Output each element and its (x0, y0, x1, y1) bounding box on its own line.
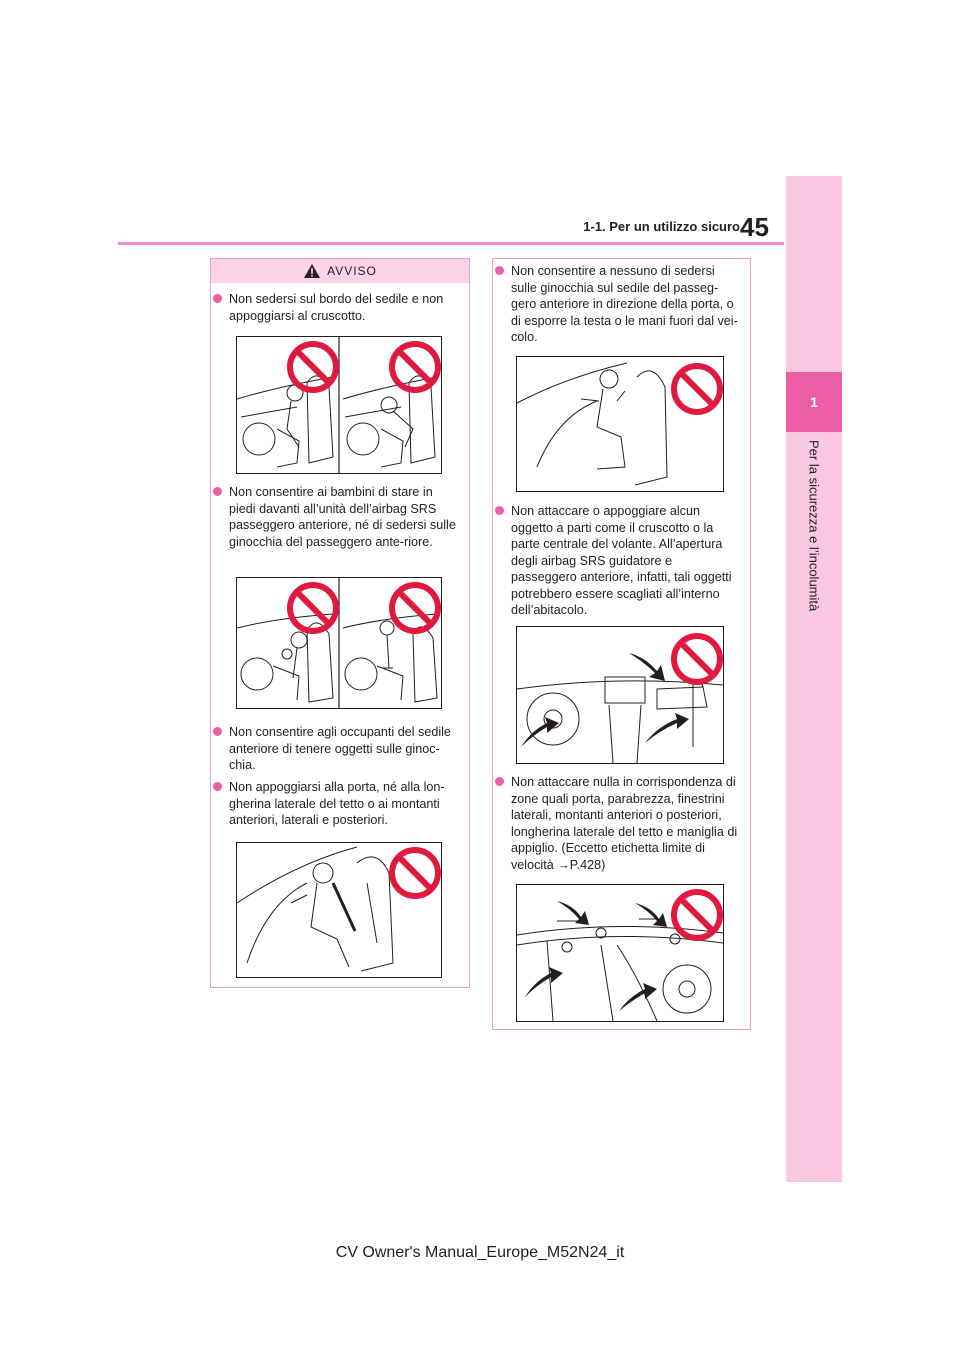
bullet-icon (213, 782, 222, 791)
bullet-icon (495, 266, 504, 275)
warning-item (495, 263, 740, 347)
warning-triangle-icon (303, 263, 321, 279)
bullet-icon (495, 777, 504, 786)
prohibition-icon (290, 344, 336, 390)
warning-item-text: Non consentire ai bambini di stare in piedi davanti all’unità dell’airbag SRS passeggero anteriore, né di sedersi sulle ginocchia del passeggero ante-riore. (229, 485, 456, 549)
illustration-seat-edge (236, 336, 442, 474)
warning-item (213, 779, 458, 829)
warning-header (211, 259, 469, 283)
prohibition-icon (392, 585, 438, 631)
bullet-icon (213, 487, 222, 496)
warning-item (495, 774, 740, 876)
bullet-icon (495, 506, 504, 515)
warning-item-text: Non attaccare nulla in corrispondenza di zone quali porta, parabrezza, finestrini laterali, montanti anteriori o posteriori, longherina laterale del tetto e maniglia di appiglio. (Eccetto etichetta limite di velocità →P.428) (511, 775, 738, 872)
manual-id-footer: CV Owner's Manual_Europe_M52N24_it (335, 1244, 625, 1261)
header-rule (118, 242, 784, 245)
chapter-number: 1 (786, 372, 842, 432)
warning-item-text: Non appoggiarsi alla porta, né alla lon-gherina laterale del tetto o ai montanti anteriori, laterali e posteriori. (229, 780, 445, 827)
warning-title: AVVISO (327, 264, 377, 278)
warning-item-text: Non attaccare o appoggiare alcun oggetto a parti come il cruscotto o la parte centrale del volante. All’apertura degli airbag SRS guidatore e passeggero anteriore, infatti, tali oggetti potrebbero essere scagliati all’interno dell’abitacolo. (511, 504, 732, 617)
prohibition-icon (674, 892, 720, 938)
prohibition-icon (674, 636, 720, 682)
illustration-kneeling-passenger (516, 356, 724, 492)
warning-item (213, 724, 458, 774)
illustration-door-lean (236, 842, 442, 978)
prohibition-icon (392, 344, 438, 390)
section-title: 1-1. Per un utilizzo sicuro (583, 219, 740, 234)
warning-item-text: Non consentire a nessuno di sedersi sulle ginocchia sul sedile del passeg-gero anteriore in direzione della porta, o di esporre la testa o le mani fuori dal vei-colo. (511, 264, 738, 344)
warning-item-text: Non sedersi sul bordo del sedile e non appoggiarsi al cruscotto. (229, 292, 444, 323)
illustration-child-airbag (236, 577, 442, 709)
illustration-dashboard-objects (516, 626, 724, 764)
page-number: 45 (740, 212, 769, 242)
warning-item (213, 484, 458, 568)
warning-item-text: Non consentire agli occupanti del sedile anteriore di tenere oggetti sulle ginoc-chia. (229, 725, 451, 772)
prohibition-icon (674, 366, 720, 412)
illustration-interior-attachments (516, 884, 724, 1022)
warning-item (213, 291, 458, 331)
chapter-title (786, 440, 842, 700)
warning-item (495, 503, 740, 619)
bullet-icon (213, 727, 222, 736)
bullet-icon (213, 294, 222, 303)
chapter-title-label: Per la sicurezza e l’incolumità (806, 440, 822, 612)
prohibition-icon (392, 850, 438, 896)
